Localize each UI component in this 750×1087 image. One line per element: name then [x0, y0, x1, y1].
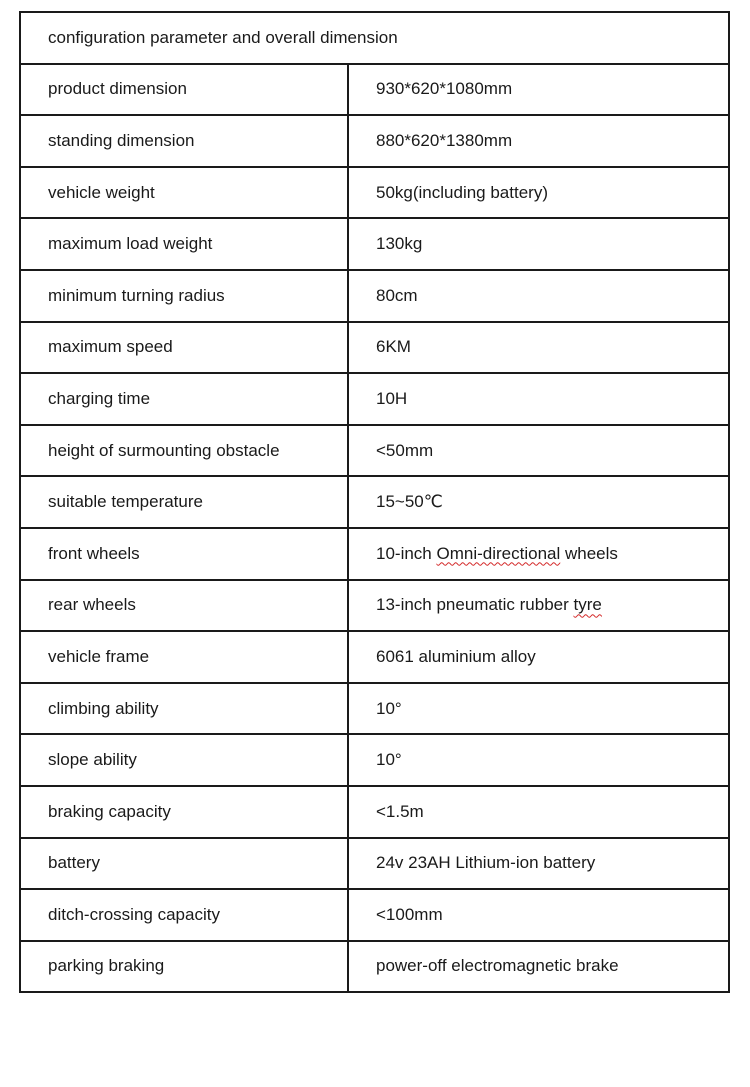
spec-label: suitable temperature [20, 476, 348, 528]
spec-label: front wheels [20, 528, 348, 580]
spec-label: product dimension [20, 64, 348, 116]
spellcheck-underlined-word: tyre [573, 595, 602, 615]
spec-value: 10° [348, 683, 729, 735]
spec-value: 50kg(including battery) [348, 167, 729, 219]
table-row [20, 64, 729, 116]
table-row [20, 476, 729, 528]
spec-value: 6061 aluminium alloy [348, 631, 729, 683]
spec-label: vehicle weight [20, 167, 348, 219]
spec-value: power-off electromagnetic brake [348, 941, 729, 993]
spec-value: <100mm [348, 889, 729, 941]
table-row [20, 167, 729, 219]
table-row [20, 218, 729, 270]
table-row [20, 115, 729, 167]
spec-value: 6KM [348, 322, 729, 374]
spec-value: 24v 23AH Lithium-ion battery [348, 838, 729, 890]
spec-label: climbing ability [20, 683, 348, 735]
table-row [20, 838, 729, 890]
spec-value: 880*620*1380mm [348, 115, 729, 167]
table-row [20, 373, 729, 425]
table-header-row [20, 12, 729, 64]
spec-value: <1.5m [348, 786, 729, 838]
spec-value: 80cm [348, 270, 729, 322]
table-row [20, 322, 729, 374]
table-title: configuration parameter and overall dimension [20, 12, 729, 64]
spec-label: ditch-crossing capacity [20, 889, 348, 941]
table-row [20, 580, 729, 632]
value-part: 13-inch pneumatic rubber [376, 595, 574, 615]
table-row [20, 734, 729, 786]
spec-label: minimum turning radius [20, 270, 348, 322]
value-part: wheels [560, 543, 618, 563]
spec-label: vehicle frame [20, 631, 348, 683]
spec-label: maximum speed [20, 322, 348, 374]
table-row [20, 425, 729, 477]
spec-value: 930*620*1080mm [348, 64, 729, 116]
spec-value: 10H [348, 373, 729, 425]
spec-value: <50mm [348, 425, 729, 477]
table-row [20, 270, 729, 322]
spec-label: height of surmounting obstacle [20, 425, 348, 477]
spec-label: parking braking [20, 941, 348, 993]
table-row [20, 631, 729, 683]
table-row [20, 528, 729, 580]
spec-label: slope ability [20, 734, 348, 786]
table-row [20, 889, 729, 941]
spec-label: rear wheels [20, 580, 348, 632]
spec-value: 15~50℃ [348, 476, 729, 528]
table-row [20, 786, 729, 838]
table-row [20, 941, 729, 993]
spec-value: 130kg [348, 218, 729, 270]
spec-table [19, 11, 730, 993]
spec-value [348, 580, 729, 632]
spec-value [348, 528, 729, 580]
spec-label: battery [20, 838, 348, 890]
spec-label: charging time [20, 373, 348, 425]
table-row [20, 683, 729, 735]
value-part: 10-inch [376, 543, 437, 563]
spec-label: braking capacity [20, 786, 348, 838]
spec-label: maximum load weight [20, 218, 348, 270]
spec-label: standing dimension [20, 115, 348, 167]
spec-value: 10° [348, 734, 729, 786]
spellcheck-underlined-word: Omni-directional [436, 543, 561, 563]
